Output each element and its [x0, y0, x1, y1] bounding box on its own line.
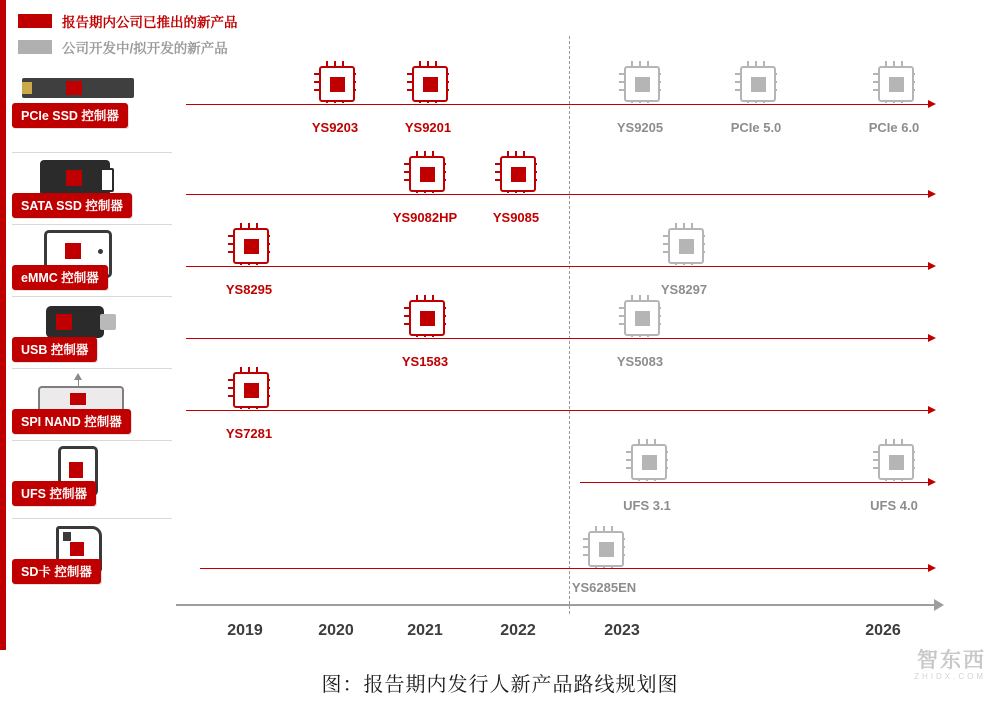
year-tick-2026: 2026	[865, 622, 901, 639]
timeline-arrow-pcie-ssd	[928, 100, 936, 108]
legend-label-planned: 公司开发中/拟开发的新产品	[62, 41, 228, 56]
roadmap-row-emmc	[0, 224, 1000, 296]
node-chip-ys9201-icon	[407, 61, 449, 103]
category-label-pcie-ssd: PCIe SSD 控制器	[12, 103, 128, 128]
roadmap-row-sata-ssd	[0, 152, 1000, 224]
legend-item-planned	[18, 36, 238, 58]
category-label-emmc: eMMC 控制器	[12, 265, 108, 290]
timeline-axis-spi-nand	[186, 410, 928, 411]
node-label-pcie60: PCIe 6.0	[868, 120, 920, 135]
legend-item-released	[18, 10, 238, 32]
timeline-arrow-usb	[928, 334, 936, 342]
row-separator	[12, 152, 172, 153]
node-chip-ys1583-icon	[404, 295, 446, 337]
roadmap-row-pcie-ssd	[0, 62, 1000, 134]
row-separator	[12, 296, 172, 297]
node-label-ufs40: UFS 4.0	[870, 498, 918, 513]
timeline-axis-sd-card	[200, 568, 928, 569]
category-label-ufs: UFS 控制器	[12, 481, 96, 506]
timeline-arrow-sata-ssd	[928, 190, 936, 198]
node-label-ys7281: YS7281	[225, 426, 273, 441]
roadmap-row-sd-card	[0, 518, 1000, 595]
node-chip-ys8297-icon	[663, 223, 705, 265]
timeline-arrow-sd-card	[928, 564, 936, 572]
node-chip-ys9203-icon	[314, 61, 356, 103]
figure-caption: 图：报告期内发行人新产品路线规划图	[321, 672, 679, 696]
category-label-sd-card: SD卡 控制器	[12, 559, 101, 584]
node-chip-ys6285en-icon	[583, 526, 625, 568]
legend	[18, 10, 238, 62]
node-chip-ys9205-icon	[619, 61, 661, 103]
node-label-ys9082hp: YS9082HP	[392, 210, 458, 225]
node-label-ys9203: YS9203	[311, 120, 359, 135]
roadmap-row-usb	[0, 296, 1000, 368]
timeline-arrow-ufs	[928, 478, 936, 486]
node-chip-ufs31-icon	[626, 439, 668, 481]
year-tick-2021: 2021	[407, 622, 443, 639]
node-label-ys8295: YS8295	[225, 282, 273, 297]
row-separator	[12, 518, 172, 519]
watermark-main-text: 智东西	[917, 649, 986, 672]
node-label-pcie50: PCIe 5.0	[730, 120, 782, 135]
node-label-ys5083: YS5083	[616, 354, 664, 369]
legend-swatch-released-icon	[18, 14, 52, 28]
node-label-ys9085: YS9085	[492, 210, 540, 225]
timeline-axis-usb	[186, 338, 928, 339]
category-label-usb: USB 控制器	[12, 337, 97, 362]
year-tick-2019: 2019	[227, 622, 263, 639]
legend-label-released: 报告期内公司已推出的新产品	[62, 15, 238, 30]
timeline-axis-pcie-ssd	[186, 104, 928, 105]
roadmap-row-ufs	[0, 440, 1000, 512]
node-chip-pcie60-icon	[873, 61, 915, 103]
row-separator	[12, 224, 172, 225]
node-label-ys8297: YS8297	[660, 282, 708, 297]
year-tick-2020: 2020	[318, 622, 354, 639]
category-label-sata-ssd: SATA SSD 控制器	[12, 193, 132, 218]
node-label-ys9205: YS9205	[616, 120, 664, 135]
node-chip-ys9082hp-icon	[404, 151, 446, 193]
timeline-axis-sata-ssd	[186, 194, 928, 195]
node-label-ys9201: YS9201	[404, 120, 452, 135]
timeline-axis-ufs	[580, 482, 928, 483]
category-label-spi-nand: SPI NAND 控制器	[12, 409, 131, 434]
timeline-arrow-emmc	[928, 262, 936, 270]
node-label-ufs31: UFS 3.1	[623, 498, 671, 513]
timeline-arrow-spi-nand	[928, 406, 936, 414]
year-tick-2022: 2022	[500, 622, 536, 639]
year-tick-2023: 2023	[604, 622, 640, 639]
node-chip-pcie50-icon	[735, 61, 777, 103]
watermark-sub-text: ZHIDX.COM	[914, 672, 986, 681]
node-chip-ys9085-icon	[495, 151, 537, 193]
legend-swatch-planned-icon	[18, 40, 52, 54]
roadmap-row-spi-nand	[0, 368, 1000, 440]
year-axis-arrow	[934, 599, 944, 611]
node-chip-ys8295-icon	[228, 223, 270, 265]
node-label-ys1583: YS1583	[401, 354, 449, 369]
row-separator	[12, 368, 172, 369]
year-axis	[176, 604, 936, 606]
node-label-ys6285en: YS6285EN	[571, 580, 637, 595]
node-chip-ufs40-icon	[873, 439, 915, 481]
node-chip-ys7281-icon	[228, 367, 270, 409]
row-separator	[12, 440, 172, 441]
node-chip-ys5083-icon	[619, 295, 661, 337]
timeline-axis-emmc	[186, 266, 928, 267]
